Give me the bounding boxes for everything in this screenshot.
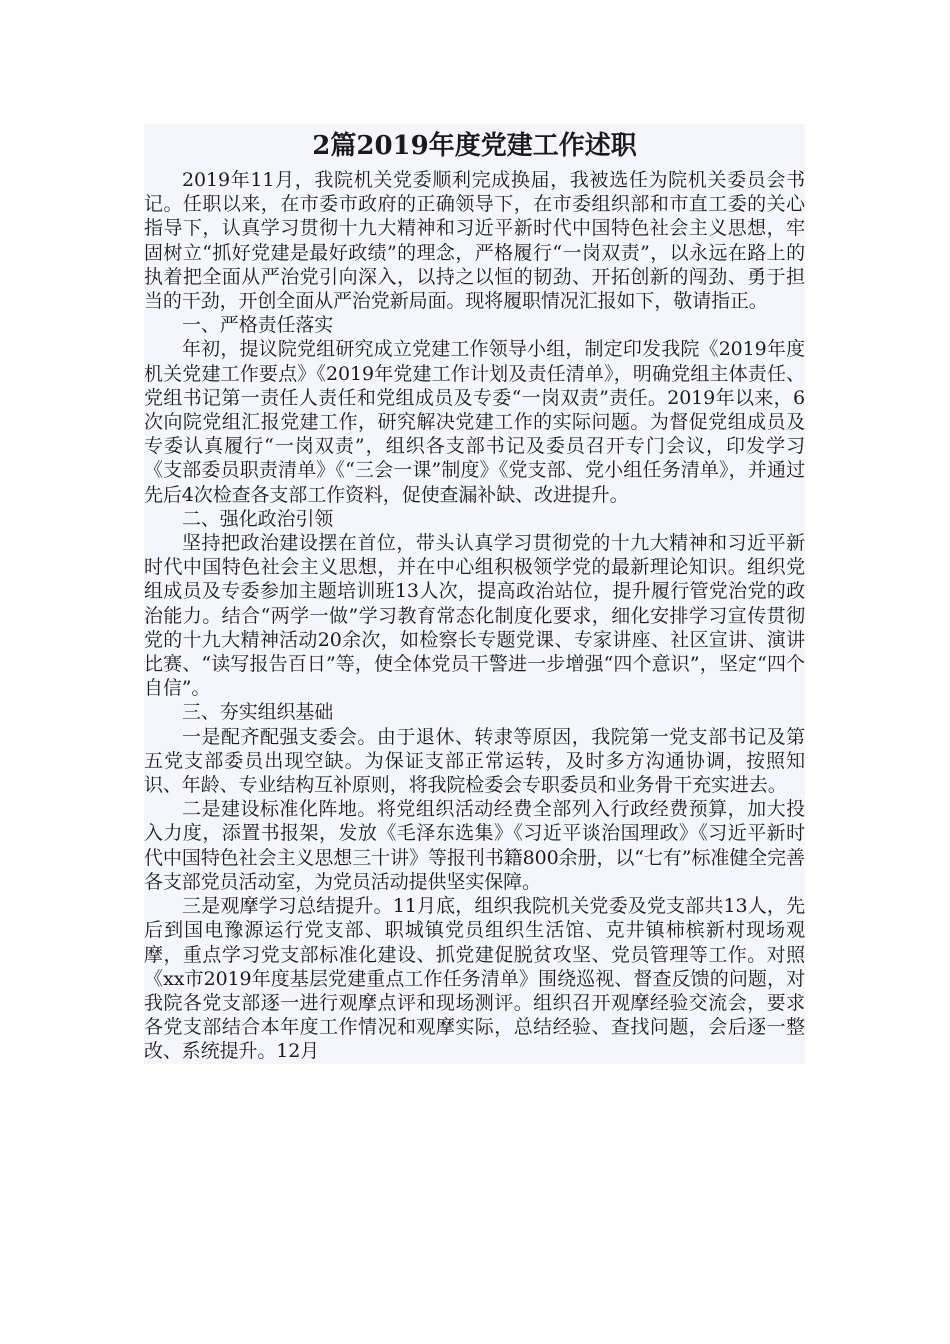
paragraph-section-3-item-1: 一是配齐配强支委会。由于退休、转隶等原因，我院第一党支部书记及第五党支部委员出现空缺。为保证支部正常运转，及时多方沟通协调，按照知识、年龄、专业结构互补原则，将我院检委会专职委员和业务骨干充实进去。 <box>144 725 805 797</box>
paragraph-intro: 2019年11月，我院机关党委顺利完成换届，我被选任为院机关委员会书记。任职以来，在市委市政府的正确领导下，在市委组织部和市直工委的关心指导下，认真学习贯彻十九大精神和习近平新时代中国特色社会主义思想，牢固树立“抓好党建是最好政绩”的理念，严格履行“一岗双责”，以永远在路上的执着把全面从严治党引向深入，以持之以恒的韧劲、开拓创新的闯劲、勇于担当的干劲，开创全面从严治党新局面。现将履职情况汇报如下，敬请指正。 <box>144 169 805 313</box>
paragraph-section-1: 年初，提议院党组研究成立党建工作领导小组，制定印发我院《2019年度机关党建工作要点》《2019年党建工作计划及责任清单》，明确党组主体责任、党组书记第一责任人责任和党组成员及专委“一岗双责”责任。2019年以来，6次向院党组汇报党建工作，研究解决党建工作的实际问题。为督促党组成员及专委认真履行“一岗双责”，组织各支部书记及委员召开专门会议，印发学习《支部委员职责清单》《“三会一课”制度》《党支部、党小组任务清单》，并通过先后4次检查各支部工作资料，促使查漏补缺、改进提升。 <box>144 338 805 506</box>
section-heading-2: 二、强化政治引领 <box>182 507 334 530</box>
paragraph-section-2: 坚持把政治建设摆在首位，带头认真学习贯彻党的十九大精神和习近平新时代中国特色社会主义思想，并在中心组积极领学党的最新理论知识。组织党组成员及专委参加主题培训班13人次，提高政治站位，提升履行管党治党的政治能力。结合“两学一做”学习教育常态化制度化要求，细化安排学习宣传贯彻党的十九大精神活动20余次，如检察长专题党课、专家讲座、社区宣讲、演讲比赛、“读写报告百日”等，使全体党员干警进一步增强“四个意识”，坚定“四个自信”。 <box>144 532 805 700</box>
section-heading-3: 三、夯实组织基础 <box>182 701 334 724</box>
document-body <box>144 124 805 1064</box>
section-heading-1: 一、严格责任落实 <box>182 314 334 337</box>
paragraph-section-3-item-3: 三是观摩学习总结提升。11月底，组织我院机关党委及党支部共13人，先后到国电豫源运行党支部、职城镇党员组织生活馆、克井镇柿槟新村现场观摩，重点学习党支部标准化建设、抓党建促脱贫攻坚、党员管理等工作。对照《xx市2019年度基层党建重点工作任务清单》围绕巡视、督查反馈的问题，对我院各党支部逐一进行观摩点评和现场测评。组织召开观摩经验交流会，要求各党支部结合本年度工作情况和观摩实际，总结经验、查找问题，会后逐一整改、系统提升。12月 <box>144 895 805 1063</box>
paragraph-section-3-item-2: 二是建设标准化阵地。将党组织活动经费全部列入行政经费预算，加大投入力度，添置书报架，发放《毛泽东选集》《习近平谈治国理政》《习近平新时代中国特色社会主义思想三十讲》等报刊书籍800余册，以“七有”标准健全完善各支部党员活动室，为党员活动提供坚实保障。 <box>144 798 805 893</box>
document-title: 2篇2019年度党建工作述职 <box>312 131 637 161</box>
